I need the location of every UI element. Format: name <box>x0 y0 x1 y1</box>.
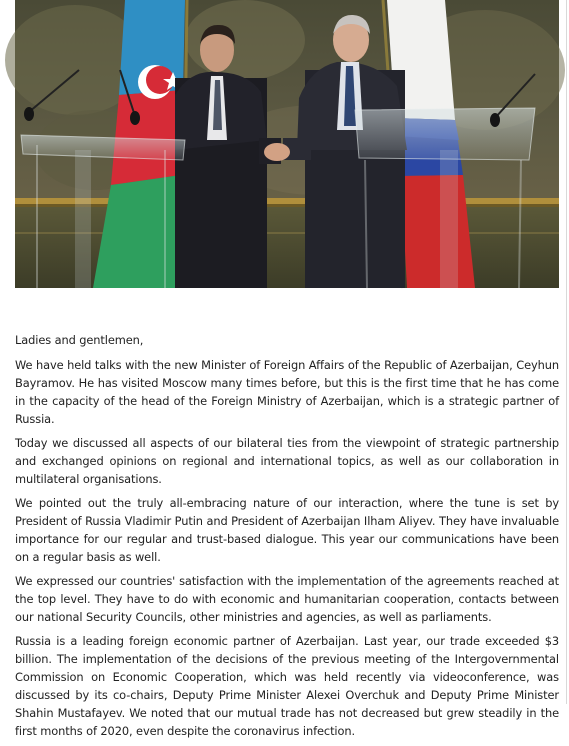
greeting-paragraph: Ladies and gentlemen, <box>15 333 144 347</box>
article-paragraph: We have held talks with the new Minister of Foreign Affairs of the Republic of Azerbaijan, Ceyhun Bayramov. He has visited Moscow many times before, but this is the first time that he has come in the capacity of the head of the Foreign Ministry of Azerbaijan, which is a strategic partner of Russia. <box>15 358 559 426</box>
article-paragraph: We expressed our countries' satisfaction with the implementation of the agreements reached at the top level. They have to do with economic and humanitarian cooperation, contacts between our national Security Councils, other ministries and agencies, as well as parliaments. <box>15 574 559 624</box>
article-body <box>15 331 559 746</box>
article-paragraph: Today we discussed all aspects of our bilateral ties from the viewpoint of strategic partnership and exchanged opinions on regional and international topics, as well as our collaboration in multilateral organisations. <box>15 436 559 486</box>
handshake-photo <box>15 0 559 288</box>
article-photo <box>15 0 559 288</box>
page-border <box>566 0 567 704</box>
article-paragraph: We pointed out the truly all-embracing nature of our interaction, where the tune is set by President of Russia Vladimir Putin and President of Azerbaijan Ilham Aliyev. They have invaluable importance for our regular and trust-based dialogue. This year our communications have been on a regular basis as well. <box>15 496 559 564</box>
article-paragraph: Russia is a leading foreign economic partner of Azerbaijan. Last year, our trade exceeded $3 billion. The implementation of the decisions of the previous meeting of the Intergovernmental Commission on Economic Cooperation, which was held recently via videoconference, was discussed by its co-chairs, Deputy Prime Minister Alexei Overchuk and Deputy Prime Minister Shahin Mustafayev. We noted that our mutual trade has not decreased but grew steadily in the first months of 2020, even despite the coronavirus infection. <box>15 634 559 738</box>
